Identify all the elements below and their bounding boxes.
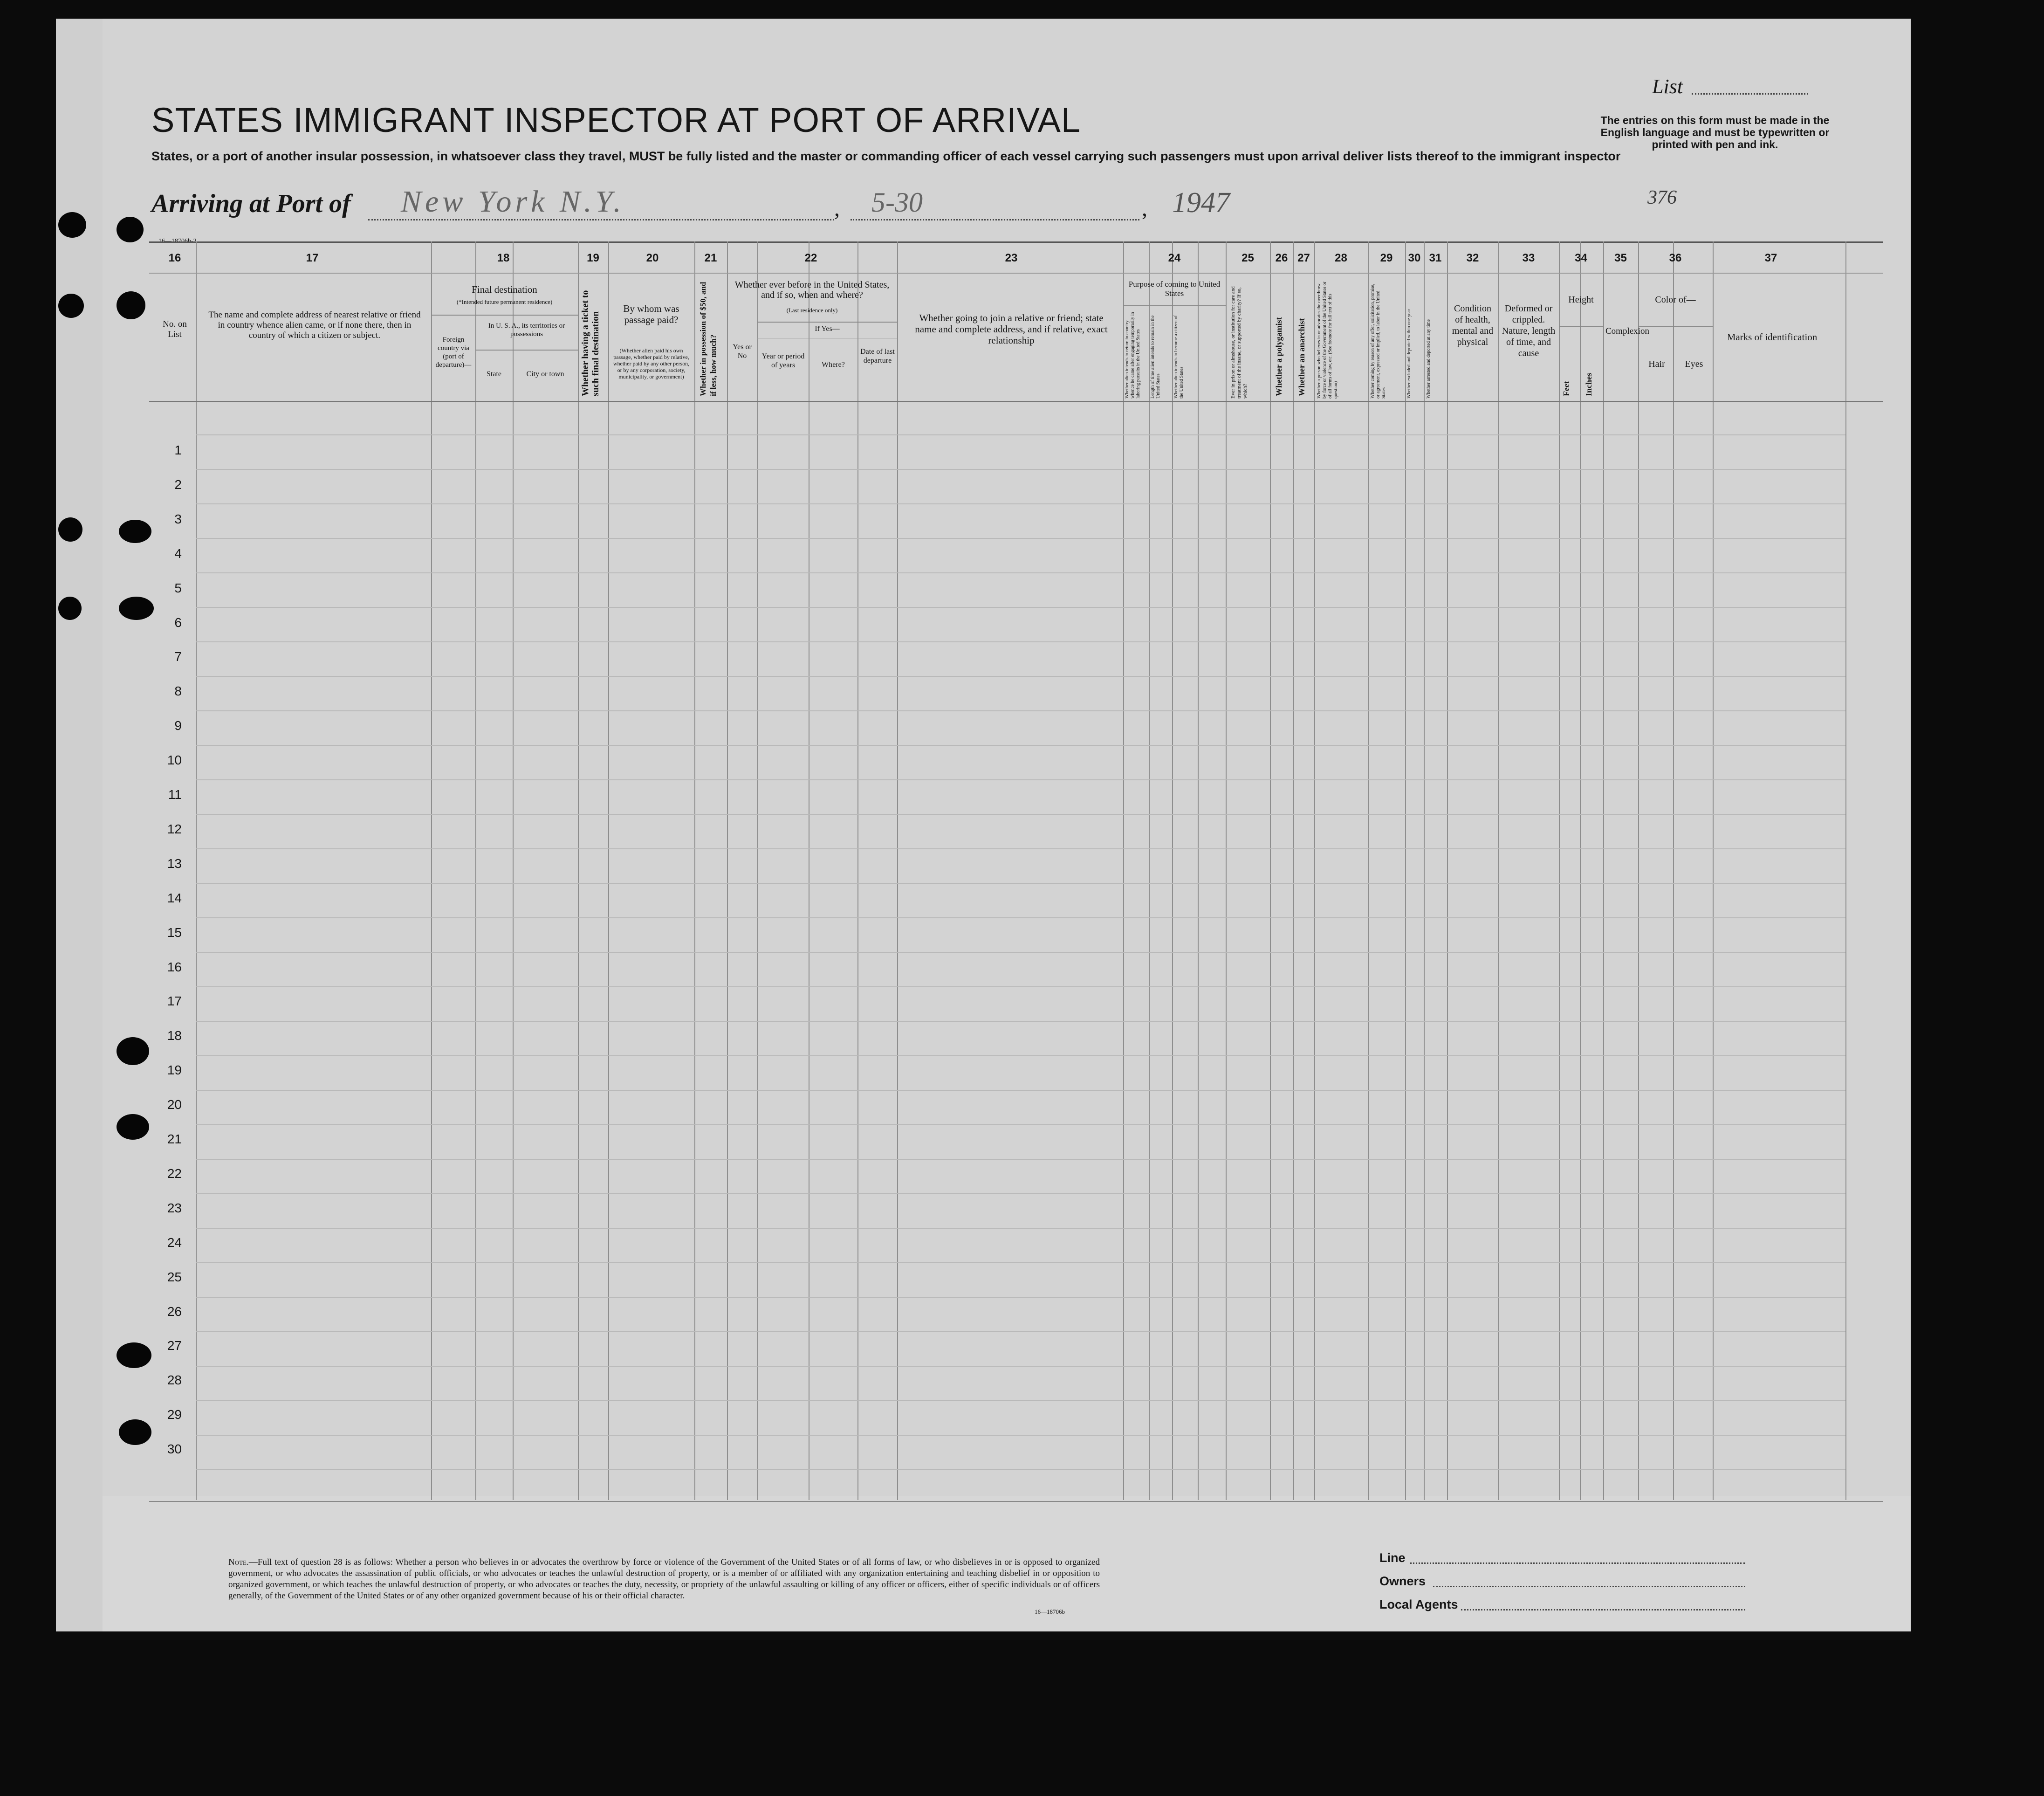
entry-grid[interactable]	[196, 401, 1845, 1501]
col-header-20-sub: (Whether alien paid his own passage, whether paid by relative, whether paid by any other person, or by any corporation, society, municipality, or government)	[613, 347, 690, 380]
col-num-18: 18	[497, 252, 510, 264]
row-number: 9	[174, 718, 182, 733]
col-header-36-eyes: Eyes	[1685, 359, 1703, 369]
subheader-rule	[757, 322, 897, 323]
footnote	[228, 1557, 1100, 1602]
local-agents-label: Local Agents	[1379, 1597, 1458, 1611]
col-header-26: Whether a polygamist	[1274, 317, 1283, 396]
subheader-rule	[431, 315, 578, 316]
punch-hole-icon	[58, 597, 82, 620]
col-header-20: By whom was passage paid?	[623, 303, 679, 325]
col-num-22: 22	[804, 252, 817, 264]
list-field[interactable]	[1692, 93, 1808, 95]
year-value: 1947	[1172, 187, 1230, 219]
arriving-label: Arriving at Port of	[151, 189, 351, 218]
punch-hole-icon	[58, 294, 84, 318]
punch-hole-icon	[117, 1114, 149, 1140]
col-num-16: 16	[168, 252, 181, 264]
col-num-31: 31	[1429, 252, 1442, 264]
col-num-19: 19	[587, 252, 599, 264]
port-value: New York N.Y.	[401, 185, 625, 219]
row-number: 7	[174, 649, 182, 664]
col-header-22-years: Year or period of years	[761, 352, 805, 369]
column-divider	[1845, 241, 1846, 1500]
col-num-30: 30	[1408, 252, 1421, 264]
row-number: 14	[167, 890, 182, 905]
subheader-rule	[149, 273, 1883, 274]
col-header-35: Complexion	[1605, 326, 1649, 336]
col-header-25: Ever in prison or almshouse, or institution for care and treatment of the insane, or supported by charity? If so, which?	[1230, 286, 1248, 399]
page-number: 376	[1647, 187, 1677, 208]
punch-hole-icon	[119, 520, 151, 543]
col-num-27: 27	[1297, 252, 1310, 264]
col-header-27: Whether an anarchist	[1297, 318, 1306, 396]
col-header-17: The name and complete address of nearest relative or friend in country whence alien came, or if none there, then in country of which a citizen or subject.	[208, 310, 421, 340]
row-number: 1	[174, 443, 182, 457]
date-field-line[interactable]	[851, 219, 1139, 220]
col-header-19: Whether having a ticket to such final destination	[580, 290, 601, 396]
punch-hole-icon	[119, 597, 154, 620]
col-num-35: 35	[1614, 252, 1627, 264]
subheader-rule	[1559, 326, 1603, 327]
punch-hole-icon	[58, 212, 86, 238]
col-num-20: 20	[646, 252, 659, 264]
row-number: 19	[167, 1063, 182, 1078]
row-number: 21	[167, 1132, 182, 1146]
subheader-rule	[475, 350, 578, 351]
form-subtitle: States, or a port of another insular possession, in whatsoever class they travel, MUST be fully listed and the master or commanding officer of each vessel carrying such passengers must upon arrival deliver lists thereof to the immigrant inspector	[151, 149, 1621, 163]
header-rule	[149, 241, 1883, 243]
punch-hole-icon	[117, 291, 145, 319]
col-header-16: No. on List	[163, 319, 187, 339]
col-header-33: Deformed or crippled. Nature, length of time, and cause	[1502, 303, 1556, 358]
col-header-18-sub: (*Intended future permanent residence)	[456, 298, 553, 305]
line-label: Line	[1379, 1551, 1406, 1565]
row-number: 10	[167, 753, 182, 768]
footnote-code: 16—18706b	[1035, 1608, 1065, 1615]
col-header-22-date: Date of last departure	[860, 348, 895, 365]
table-bottom-rule	[149, 1501, 1883, 1502]
owners-field[interactable]	[1433, 1586, 1745, 1587]
col-header-37: Marks of identification	[1727, 331, 1818, 343]
col-num-29: 29	[1380, 252, 1393, 264]
punch-hole-icon	[58, 517, 82, 542]
comma: ,	[834, 196, 840, 221]
col-num-26: 26	[1275, 252, 1288, 264]
row-number: 2	[174, 477, 182, 492]
col-num-21: 21	[704, 252, 717, 264]
col-header-30: Whether excluded and deported within one year	[1406, 309, 1412, 399]
row-number: 15	[167, 925, 182, 940]
row-number: 25	[167, 1269, 182, 1284]
local-agents-field[interactable]	[1461, 1609, 1745, 1610]
col-header-21: Whether in possession of $50, and if less, how much?	[699, 282, 718, 396]
footnote-lead: Note.	[228, 1557, 249, 1567]
row-number: 6	[174, 615, 182, 630]
col-header-22: Whether ever before in the United States, and if so, when and where?	[734, 280, 890, 300]
row-number: 26	[167, 1304, 182, 1319]
row-number: 12	[167, 821, 182, 836]
row-number: 28	[167, 1373, 182, 1388]
col-num-25: 25	[1241, 252, 1254, 264]
col-num-17: 17	[306, 252, 319, 264]
list-label: List	[1652, 75, 1683, 98]
row-number: 24	[167, 1235, 182, 1250]
punch-hole-icon	[117, 217, 144, 242]
col-num-33: 33	[1522, 252, 1535, 264]
date-value: 5-30	[871, 187, 923, 218]
col-header-18-state: State	[487, 370, 501, 378]
col-header-18-city: City or town	[526, 370, 564, 378]
col-header-31: Whether arrested and deported at any time	[1426, 319, 1431, 399]
row-number: 8	[174, 684, 182, 699]
form-title: STATES IMMIGRANT INSPECTOR AT PORT OF ARRIVAL	[151, 101, 1081, 139]
col-num-24: 24	[1168, 252, 1181, 264]
col-header-24-sub1: Whether alien intends to return to country whence he came after engaging temporarily in laboring pursuits in the United States	[1125, 312, 1141, 399]
col-header-34-feet: Feet	[1562, 381, 1571, 396]
col-header-36: Color of—	[1655, 295, 1696, 305]
col-num-34: 34	[1575, 252, 1587, 264]
row-number: 18	[167, 1028, 182, 1043]
col-header-24-sub2: Length of time alien intends to remain in the United States	[1150, 315, 1161, 399]
col-num-23: 23	[1005, 252, 1018, 264]
row-number: 13	[167, 856, 182, 871]
row-number: 30	[167, 1442, 182, 1457]
col-header-22-ifyes: If Yes—	[815, 325, 840, 333]
col-num-37: 37	[1764, 252, 1777, 264]
comma: ,	[1142, 196, 1147, 221]
col-header-18-foreign: Foreign country via (port of departure)—	[435, 336, 472, 369]
col-header-22-sub: (Last residence only)	[786, 307, 838, 314]
owners-label: Owners	[1379, 1574, 1426, 1588]
col-num-32: 32	[1466, 252, 1479, 264]
row-number: 17	[167, 994, 182, 1009]
col-header-18-usa: In U. S. A., its territories or possessions	[488, 322, 565, 338]
subheader-rule	[1123, 305, 1226, 306]
row-number: 11	[168, 787, 182, 802]
form-code: 16—18706b-2	[158, 238, 197, 245]
punch-hole-icon	[117, 1342, 151, 1368]
col-header-34-inches: Inches	[1584, 372, 1593, 396]
subheader-rule	[1638, 326, 1713, 327]
row-number: 22	[167, 1166, 182, 1181]
punch-hole-icon	[119, 1419, 151, 1445]
col-header-22-yesno: Yes or No	[733, 343, 752, 360]
row-number: 23	[167, 1200, 182, 1215]
row-number: 5	[174, 580, 182, 595]
row-number: 29	[167, 1407, 182, 1422]
row-number: 27	[167, 1338, 182, 1353]
row-number: 20	[167, 1097, 182, 1112]
form-instructions: The entries on this form must be made in the English language and must be typewritten or printed with pen and ink.	[1600, 114, 1830, 151]
col-header-24-sub3: Whether alien intends to become a citizen of the United States	[1173, 315, 1184, 399]
row-number: 3	[174, 511, 182, 526]
col-header-36-hair: Hair	[1648, 359, 1665, 369]
col-header-23: Whether going to join a relative or friend; state name and complete address, and if relative, exact relationship	[915, 312, 1108, 346]
col-header-29: Whether coming by reason of any offer, solicitation, promise, or agreement, expressed or implied, to labor in the United States	[1370, 283, 1386, 399]
col-header-22-where: Where?	[822, 361, 845, 369]
col-header-34: Height	[1568, 295, 1594, 305]
col-header-24: Purpose of coming to United States	[1128, 280, 1221, 298]
col-header-32: Condition of health, mental and physical	[1452, 303, 1494, 347]
row-number: 4	[174, 546, 182, 561]
footnote-text: —Full text of question 28 is as follows: Whether a person who believes in or advocates the overthrow by force or violence of the Government of the United States or of all forms of law, or who disbelieves in or is opposed to organized government, or who advocates the assassination of public officials, or who advocates or teaches the unlawful destruction of property, or is a member of or affiliated with any organization entertaining and teaching disbelief in or opposition to organized government, or which teaches the unlawful destruction of property, or who advocates or teaches the duty, necessity, or propriety of the unlawful assaulting or killing of any officer or officers, either of specific individuals or of officers generally, of the Government of the United States or of any other organized government because of his or their official character.	[228, 1557, 1100, 1601]
line-field[interactable]	[1410, 1562, 1745, 1564]
col-num-36: 36	[1669, 252, 1682, 264]
row-number: 16	[167, 959, 182, 974]
punch-hole-icon	[117, 1037, 149, 1065]
col-header-28: Whether a person who believes in or advocates the overthrow by force or violence of the Government of the United States or of all forms of law, etc. (See footnote for full text of this question)	[1317, 282, 1338, 399]
col-header-18: Final destination	[472, 284, 537, 295]
col-num-28: 28	[1335, 252, 1347, 264]
